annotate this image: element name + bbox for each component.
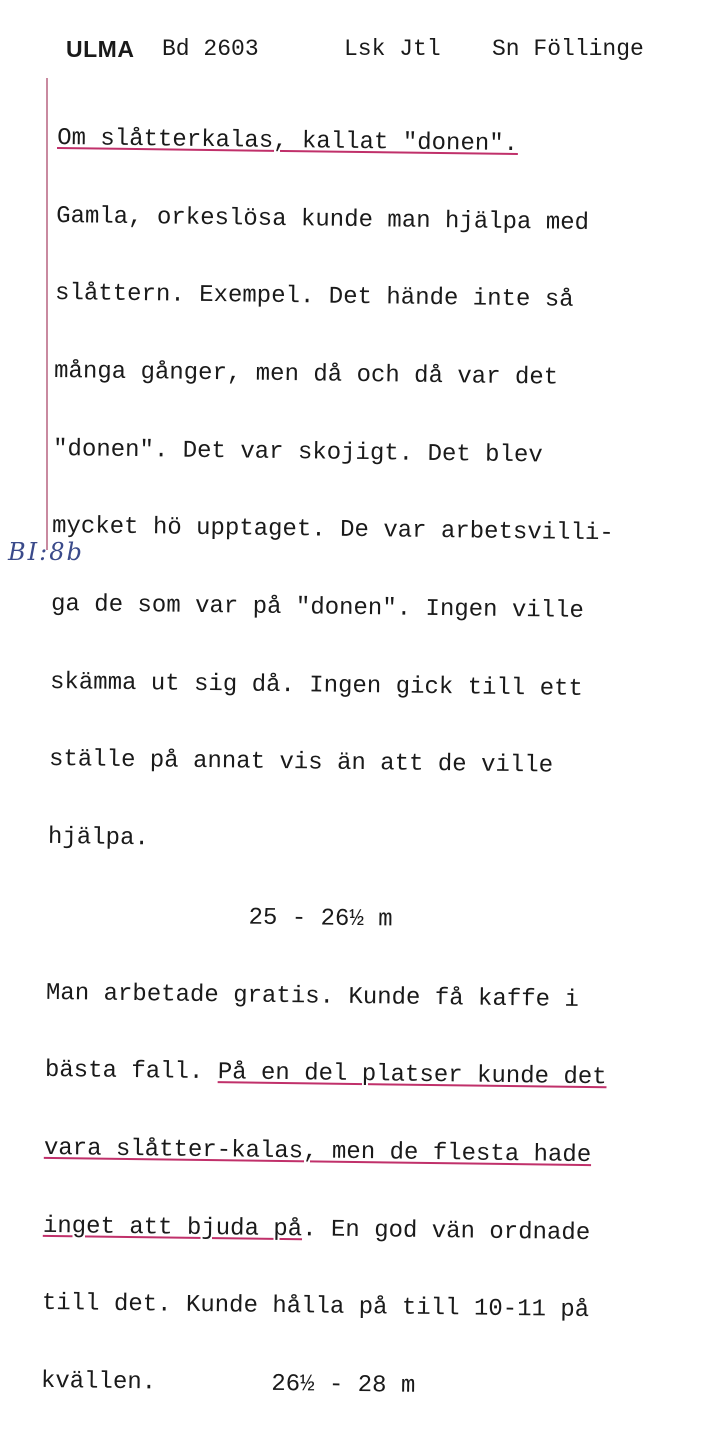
- text-line: många gånger, men då och då var det: [53, 357, 559, 392]
- text-line: mycket hö upptaget. De var arbetsvilli-: [51, 513, 614, 548]
- page-reference: kvällen. 26½ - 28 m: [40, 1367, 416, 1400]
- text-line: [45, 1058, 607, 1091]
- page-reference: 25 - 26½ m: [46, 901, 393, 934]
- title-text: Om slåtterkalas, kallat "donen".: [56, 124, 519, 158]
- archive-name: ULMA: [66, 36, 135, 62]
- text-line: [44, 1136, 606, 1169]
- margin-line: [46, 78, 48, 550]
- underlined-text: vara slåtter-kalas, men de flesta hade: [43, 1134, 592, 1170]
- plain-text: bästa fall.: [44, 1057, 218, 1087]
- parish-name: Sn Föllinge: [492, 36, 644, 62]
- card-body: [40, 74, 620, 1454]
- text-line: Man arbetade gratis. Kunde få kaffe i: [45, 979, 579, 1014]
- underlined-text: inget att bjuda på: [42, 1212, 303, 1243]
- text-line: "donen". Det var skojigt. Det blev: [52, 435, 543, 470]
- text-line: till det. Kunde hålla på till 10-11 på: [41, 1290, 590, 1325]
- text-line: [57, 126, 619, 159]
- plain-text: . En god vän ordnade: [301, 1215, 591, 1247]
- text-line: ga de som var på "donen". Ingen ville: [50, 590, 585, 625]
- text-line: slåttern. Exempel. Det hände inte så: [54, 280, 574, 314]
- text-line: [43, 1214, 605, 1247]
- text-line: ställe på annat vis än att de ville: [48, 746, 554, 780]
- handwritten-signature: BI:8b: [8, 538, 84, 566]
- accession-number: Bd 2603: [162, 36, 259, 62]
- underlined-text: På en del platser kunde det: [217, 1059, 607, 1092]
- text-line: skämma ut sig då. Ingen gick till ett: [49, 668, 584, 703]
- region-code: Lsk Jtl: [344, 36, 441, 62]
- text-line: hjälpa.: [47, 824, 150, 853]
- text-line: Gamla, orkeslösa kunde man hjälpa med: [55, 202, 590, 237]
